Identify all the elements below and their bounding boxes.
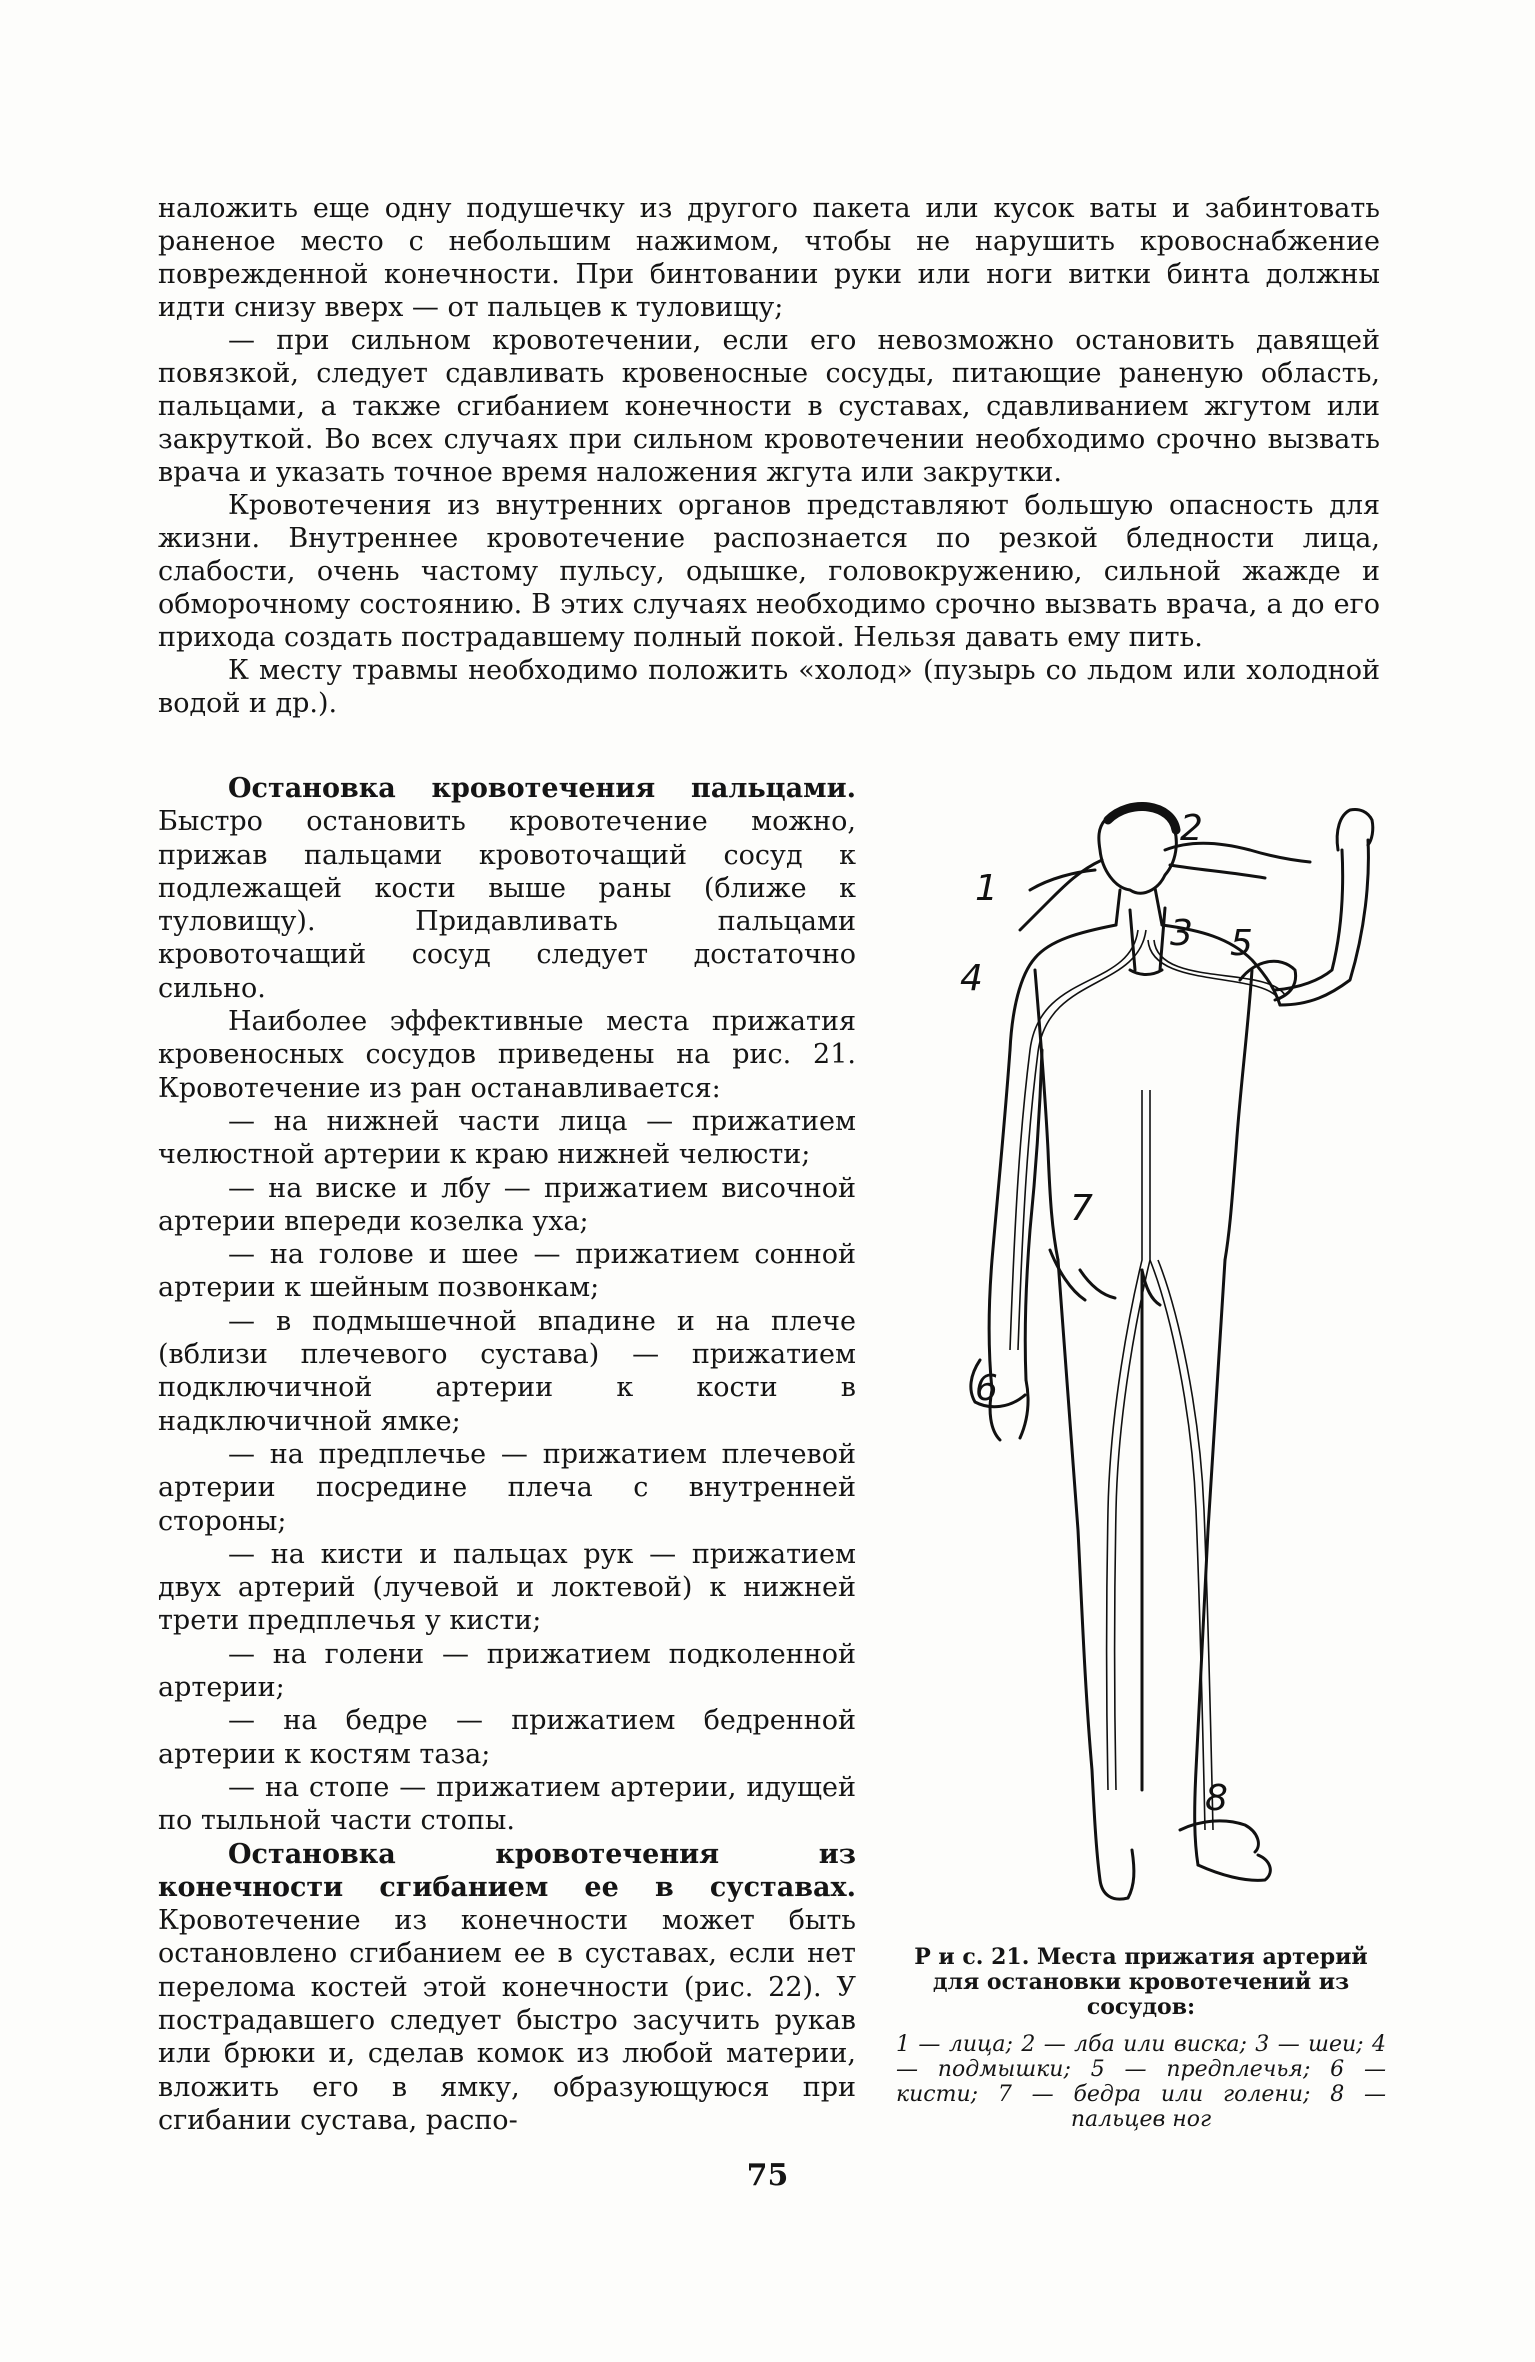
callout-label: 3 [1170,913,1193,954]
figure-arteries-illustration [880,790,1400,1920]
list-item: — на нижней части лица — прижатием челюстной артерии к краю нижней челюсти; [158,1105,856,1171]
callout-label: 6 [975,1368,998,1409]
paragraph: — при сильном кровотечении, если его невозможно остановить давящей повязкой, следует сдавливать кровеносные сосуды, питающие раненую область, пальцами, а также сгибанием конечности в суставах, сдавливанием жгутом или закруткой. Во всех случаях при сильном кровотечении необходимо срочно вызвать врача и указать точное время наложения жгута или закрутки. [158,325,1380,488]
list-item: — на стопе — прижатием артерии, идущей по тыльной части стопы. [158,1771,856,1837]
section-heading: Остановка кровотечения из конечности сгибанием ее в суставах. [158,1838,856,1903]
left-column [158,772,856,2137]
caption-title: Р и с. 21. Места прижатия артерий для остановки кровотечений из сосудов: [914,1944,1368,2020]
section-paragraph [158,1838,856,2138]
section-text: Быстро остановить кровотечение можно, прижав пальцами кровоточащий сосуд к подлежащей кости выше раны (ближе к туловищу). Придавливать пальцами кровоточащий сосуд следует достаточно сильно. [158,806,856,1004]
paragraph: Наиболее эффективные места прижатия кровеносных сосудов приведены на рис. 21. Кровотечение из ран останавливается: [158,1006,856,1104]
caption-legend: 1 — лица; 2 — лба или виска; 3 — шеи; 4 — подмышки; 5 — предплечья; 6 — кисти; 7 — бедра или голени; 8 — пальцев ног [896,2032,1386,2132]
list-item: — в подмышечной впадине и на плече (вблизи плечевого сустава) — прижатием подключичной артерии к кости в надключичной ямке; [158,1305,856,1437]
callout-label: 5 [1230,923,1253,964]
list-item: — на кисти и пальцах рук — прижатием двух артерий (лучевой и локтевой) к нижней трети предплечья у кисти; [158,1538,856,1637]
section-heading: Остановка кровотечения пальцами. [228,773,856,804]
section-paragraph [158,772,856,1005]
paragraph: Кровотечения из внутренних органов представляют большую опасность для жизни. Внутреннее кровотечение распознается по резкой бледности лица, слабости, очень частому пульсу, одышке, головокружению, сильной жажде и обморочному состоянию. В этих случаях необходимо срочно вызвать врача, а до его прихода создать пострадавшему полный покой. Нельзя давать ему пить. [158,490,1380,653]
callout-label: 1 [975,868,998,909]
top-text-block [158,192,1380,720]
list-item: — на виске и лбу — прижатием височной артерии впереди козелка уха; [158,1172,856,1237]
paragraph: К месту травмы необходимо положить «холод» (пузырь со льдом или холодной водой и др.). [158,655,1380,719]
callout-label: 7 [1070,1188,1093,1229]
page-number: 75 [746,2158,789,2193]
paragraph: наложить еще одну подушечку из другого пакета или кусок ваты и забинтовать раненое место с небольшим нажимом, чтобы не нарушить кровоснабжение поврежденной конечности. При бинтовании руки или ноги витки бинта должны идти снизу вверх — от пальцев к туловищу; [158,193,1380,323]
callout-label: 4 [960,958,983,999]
callout-label: 8 [1205,1778,1228,1819]
list-item: — на голени — прижатием подколенной артерии; [158,1638,856,1704]
list-item: — на бедре — прижатием бедренной артерии к костям таза; [158,1705,856,1770]
list-item: — на предплечье — прижатием плечевой артерии посредине плеча с внутренней стороны; [158,1438,856,1537]
callout-label: 2 [1180,808,1203,849]
figure-caption [896,1945,1386,2132]
section-text: Кровотечение из конечности может быть остановлено сгибанием ее в суставах, если нет перелома костей этой конечности (рис. 22). У пострадавшего следует быстро засучить рукав или брюки и, сделав комок из любой материи, вложить его в ямку, образующуюся при сгибании сустава, распо- [158,1905,856,2136]
list-item: — на голове и шее — прижатием сонной артерии к шейным позвонкам; [158,1239,856,1304]
